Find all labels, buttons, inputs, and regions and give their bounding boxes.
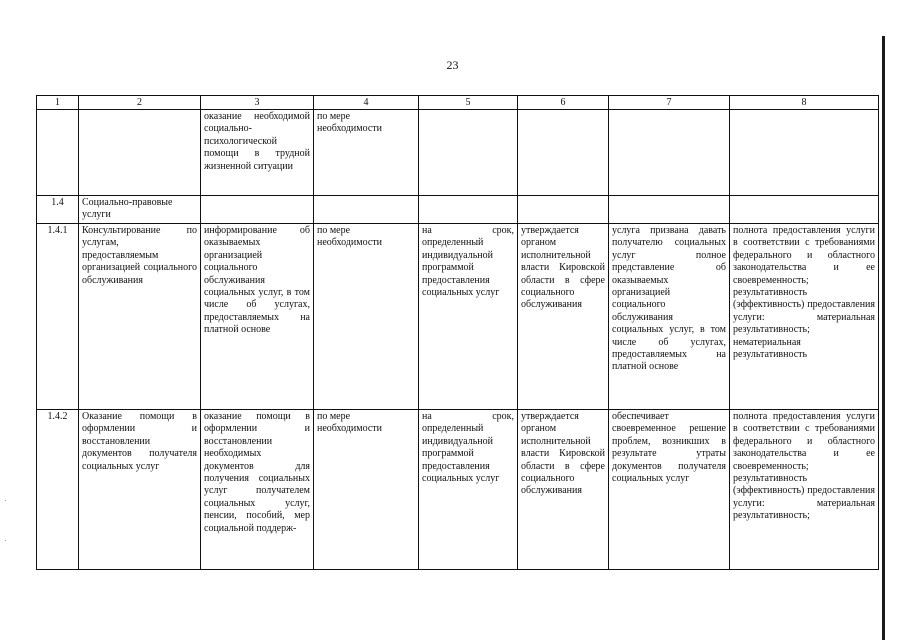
section-title: Социально-правовые услуги xyxy=(79,196,201,224)
column-header: 2 xyxy=(79,96,201,110)
column-header: 3 xyxy=(201,96,314,110)
service-conditions xyxy=(609,110,730,196)
header-row xyxy=(37,96,879,110)
service-name: Оказание помощи в оформлении и восстановлении документов получателя социальных услуг xyxy=(79,410,201,570)
service-name xyxy=(79,110,201,196)
empty-cell xyxy=(730,196,879,224)
service-quality: полнота предоставления услуги в соответствии с требованиями федерального и областного законодательства и ее своевременность; результативность (эффективность) предоставления услуги: материальная результативность; xyxy=(730,410,879,570)
column-header: 1 xyxy=(37,96,79,110)
empty-cell xyxy=(518,196,609,224)
column-header: 7 xyxy=(609,96,730,110)
service-tariff: утверждается органом исполнительной власти Кировской области в сфере социального обслуживания xyxy=(518,224,609,410)
service-period xyxy=(419,110,518,196)
column-header: 4 xyxy=(314,96,419,110)
service-conditions: обеспечивает своевременное решение проблем, возникших в результате утраты документов получателя социальных услуг xyxy=(609,410,730,570)
service-tariff: утверждается органом исполнительной власти Кировской области в сфере социального обслуживания xyxy=(518,410,609,570)
column-header: 5 xyxy=(419,96,518,110)
row-number: 1.4.2 xyxy=(37,410,79,570)
service-conditions: услуга призвана давать получателю социальных услуг полное представление об оказываемых организацией социального обслуживания социальных услуг, в том числе об услугах, предоставляемых на платной основе xyxy=(609,224,730,410)
row-number xyxy=(37,110,79,196)
service-period: на срок, определенный индивидуальной программой предоставления социальных услуг xyxy=(419,224,518,410)
section-row xyxy=(37,196,879,224)
service-content: оказание необходимой социально-психологической помощи в трудной жизненной ситуации xyxy=(201,110,314,196)
table-row xyxy=(37,110,879,196)
table-row xyxy=(37,224,879,410)
scan-edge-line xyxy=(882,36,885,640)
empty-cell xyxy=(314,196,419,224)
row-number: 1.4.1 xyxy=(37,224,79,410)
column-header: 6 xyxy=(518,96,609,110)
service-timing: по мере необходимости xyxy=(314,224,419,410)
service-timing: по мере необходимости xyxy=(314,110,419,196)
page-number: 23 xyxy=(446,58,459,72)
column-header: 8 xyxy=(730,96,879,110)
service-period: на срок, определенный индивидуальной программой предоставления социальных услуг xyxy=(419,410,518,570)
section-number: 1.4 xyxy=(37,196,79,224)
empty-cell xyxy=(419,196,518,224)
service-name: Консультирование по услугам, предоставляемым организацией социального обслуживания xyxy=(79,224,201,410)
service-quality: полнота предоставления услуги в соответствии с требованиями федерального и областного законодательства и ее своевременность; результативность (эффективность) предоставления услуги: материальная результативность; нематериальная результативность xyxy=(730,224,879,410)
service-content: оказание помощи в оформлении и восстановлении необходимых документов для получения социальных услуг получателем социальных услуг, пенсии, пособий, мер социальной поддерж- xyxy=(201,410,314,570)
service-content: информирование об оказываемых организацией социального обслуживания социальных услуг, в том числе об услугах, предоставляемых на платной основе xyxy=(201,224,314,410)
scan-speck xyxy=(5,500,6,501)
services-table xyxy=(36,95,879,570)
service-quality xyxy=(730,110,879,196)
service-tariff xyxy=(518,110,609,196)
empty-cell xyxy=(609,196,730,224)
table-row xyxy=(37,410,879,570)
service-timing: по мере необходимости xyxy=(314,410,419,570)
empty-cell xyxy=(201,196,314,224)
scan-speck xyxy=(5,540,6,541)
